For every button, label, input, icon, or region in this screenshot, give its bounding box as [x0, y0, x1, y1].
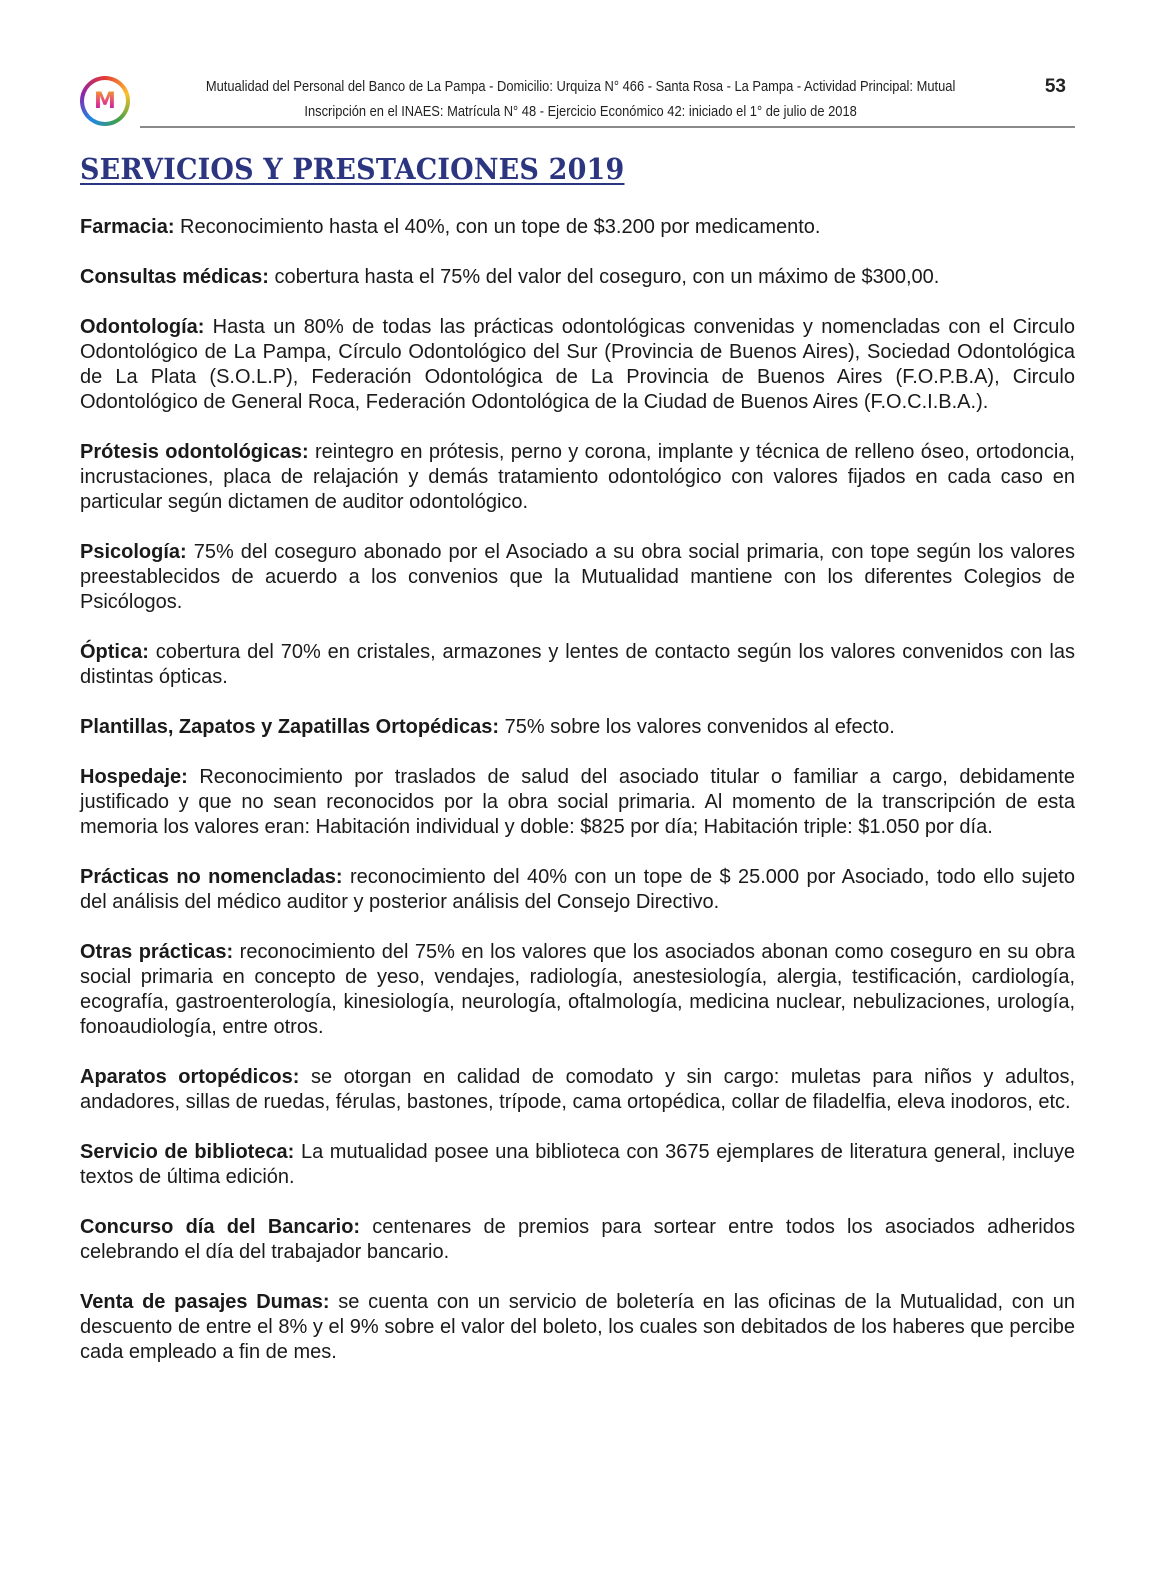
service-text: 75% del coseguro abonado por el Asociado a su obra social primaria, con tope según los valores preestablecidos de acuerdo a los convenios que la Mutualidad mantiene con los diferentes Colegios de Psicólogos.: [80, 541, 1075, 613]
services-list: [80, 215, 1075, 1390]
service-label: Prácticas no nomencladas:: [80, 866, 343, 888]
header-text: [142, 74, 1019, 124]
service-label: Aparatos ortopédicos:: [80, 1066, 300, 1088]
page-header: [78, 72, 1078, 130]
service-item-hospedaje: [80, 765, 1075, 840]
service-text: reconocimiento del 75% en los valores que los asociados abonan como coseguro en su obra social primaria en concepto de yeso, vendajes, radiología, anestesiología, alergia, testificación, cardiología, ecografía, gastroenterología, kinesiología, neurología, oftalmología, medicina nuclear, nebulizaciones, urología, fonoaudiología, entre otros.: [80, 941, 1075, 1038]
service-label: Concurso día del Bancario:: [80, 1216, 361, 1238]
header-divider: [140, 126, 1075, 128]
service-label: Psicología:: [80, 541, 187, 563]
service-text: se cuenta con un servicio de boletería en las oficinas de la Mutualidad, con un descuento de entre el 8% y el 9% sobre el valor del boleto, los cuales son debitados de los haberes que percibe cada empleado a fin de mes.: [80, 1291, 1076, 1363]
service-label: Venta de pasajes Dumas:: [80, 1291, 330, 1313]
service-text: cobertura del 70% en cristales, armazones y lentes de contacto según los valores convenidos con las distintas ópticas.: [80, 641, 1075, 688]
logo-inner: [84, 80, 126, 122]
service-text: Hasta un 80% de todas las prácticas odontológicas convenidas y nomencladas con el Circulo Odontológico de La Pampa, Círculo Odontológico del Sur (Provincia de Buenos Aires), Sociedad Odontológica de La Plata (S.O.L.P), Federación Odontológica de La Provincia de Buenos Aires (F.O.P.B.A), Circulo Odontológico de General Roca, Federación Odontológica de la Ciudad de Buenos Aires (F.O.C.I.B.A.).: [80, 316, 1075, 413]
service-label: Plantillas, Zapatos y Zapatillas Ortopédicas:: [80, 716, 500, 738]
service-label: Otras prácticas:: [80, 941, 234, 963]
service-text: se otorgan en calidad de comodato y sin cargo: muletas para niños y adultos, andadores, sillas de ruedas, férulas, bastones, trípode, cama ortopédica, collar de filadelfia, eleva inodoros, etc.: [80, 1066, 1076, 1113]
service-item-otras-practicas: [80, 940, 1075, 1040]
service-label: Farmacia:: [80, 216, 175, 238]
service-item-concurso-bancario: [80, 1215, 1075, 1265]
service-label: Odontología:: [80, 316, 205, 338]
service-text: cobertura hasta el 75% del valor del coseguro, con un máximo de $300,00.: [268, 266, 940, 288]
service-text: Reconocimiento hasta el 40%, con un tope de $3.200 por medicamento.: [174, 216, 821, 238]
service-label: Servicio de biblioteca:: [80, 1141, 295, 1163]
service-text: centenares de premios para sortear entre todos los asociados adheridos celebrando el día del trabajador bancario.: [80, 1216, 1075, 1263]
service-item-practicas-no-nomencladas: [80, 865, 1075, 915]
service-text: La mutualidad posee una biblioteca con 3675 ejemplares de literatura general, incluye textos de última edición.: [80, 1141, 1076, 1188]
service-label: Consultas médicas:: [80, 266, 269, 288]
service-label: Óptica:: [80, 641, 149, 663]
service-item-odontologia: [80, 315, 1075, 415]
service-item-biblioteca: [80, 1140, 1075, 1190]
service-item-consultas-medicas: [80, 265, 1075, 290]
service-item-pasajes-dumas: [80, 1290, 1075, 1365]
service-item-protesis-odontologicas: [80, 440, 1075, 515]
service-item-optica: [80, 640, 1075, 690]
logo-glyph: M: [94, 88, 116, 114]
page-title: SERVICIOS Y PRESTACIONES 2019: [80, 152, 625, 186]
mutual-logo-icon: [80, 76, 130, 126]
service-text: reintegro en prótesis, perno y corona, implante y técnica de relleno óseo, ortodoncia, incrustaciones, placa de relajación y demás tratamiento odontológico con valores fijados en cada caso en particular según dictamen de auditor odontológico.: [80, 441, 1075, 513]
service-text: Reconocimiento por traslados de salud del asociado titular o familiar a cargo, debidamente justificado y que no sean reconocidos por la obra social primaria. Al momento de la transcripción de esta memoria los valores eran: Habitación individual y doble: $825 por día; Habitación triple: $1.050 por día.: [80, 766, 1075, 838]
page-number: 53: [1044, 76, 1066, 97]
service-text: reconocimiento del 40% con un tope de $ 25.000 por Asociado, todo ello sujeto del análisis del médico auditor y posterior análisis del Consejo Directivo.: [80, 866, 1075, 913]
service-item-plantillas-ortopedicas: [80, 715, 1075, 740]
service-item-aparatos-ortopedicos: [80, 1065, 1075, 1115]
service-item-farmacia: [80, 215, 1075, 240]
service-item-psicologia: [80, 540, 1075, 615]
service-label: Prótesis odontológicas:: [80, 441, 309, 463]
service-label: Hospedaje:: [80, 766, 188, 788]
service-text: 75% sobre los valores convenidos al efecto.: [499, 716, 895, 738]
header-line-1: Mutualidad del Personal del Banco de La Pampa - Domicilio: Urquiza N° 466 - Santa Rosa - La Pampa - Actividad Principal: Mutual: [205, 78, 956, 95]
header-line-2: Inscripción en el INAES: Matrícula N° 48 - Ejercicio Económico 42: iniciado el 1° de julio de 2018: [304, 103, 857, 120]
